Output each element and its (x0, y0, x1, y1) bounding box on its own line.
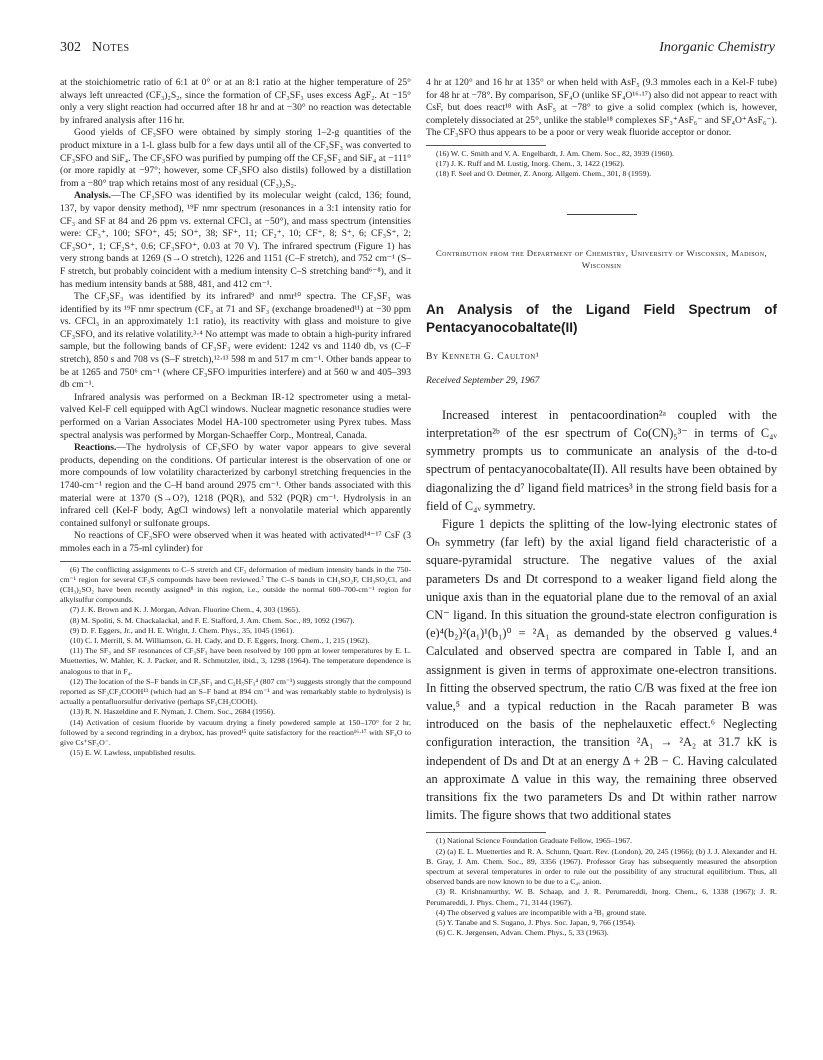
footnote-divider (426, 832, 546, 833)
left-column (60, 77, 411, 758)
footnote: (8) M. Spoliti, S. M. Chackalackal, and F. E. Stafford, J. Am. Chem. Soc., 89, 1092 (1967). (70, 615, 355, 625)
body-paragraph: The CF₃SF₃ was identified by its infrared⁹ and nmr¹⁰ spectra. The CF₃SF₃ was identified by its ¹⁹F nmr spectrum (CF₃ at 71 and SF₃ (exchange broadened¹¹) at −30 ppm vs. CFCl₃ in an approximately 1:1 ratio), its reactivity with glass and moisture to give CF₃SFO, and its relative volatility.³·⁴ No attempt was made to obtain a high-purity infrared sample, but the following bands of CF₃SF₃ were evident: 1242 vs and 1140 db, vs (C–F stretch), 850 s and 708 vs (S–F stretch),¹²·¹³ 598 m and 517 m cm⁻¹. Other bands appear to be at 1265 and 750⁶ cm⁻¹ (where CF₃SFO impurities interfere) and at 560 w and 405–393 db cm⁻¹. (60, 291, 411, 391)
footnote: (13) R. N. Haszeldine and F. Nyman, J. Chem. Soc., 2684 (1956). (70, 707, 276, 717)
body-paragraph: Figure 1 depicts the splitting of the low-lying electronic states of Oₕ symmetry (far left) by the axial ligand field characteristic of a square-pyramidal structure. The negative values of the axial parameters Ds and Dt correspond to a weaker ligand field along the unique axis than in the equatorial plane due to the removal of an axial CN⁻ ligand. In this situation the ground-state electron configuration is (e)⁴(b₂)²(a₁)¹(b₁)⁰ = ²A₁ as demanded by the observed g values.⁴ Calculated and observed spectra are compared in Table I, and an assignment is given in terms of approximate one-electron transitions. In fitting the observed spectrum, the ratio C/B was fixed at the free ion value,⁵ and a typical reduction in the Racah parameter B was introduced on the basis of the nephelauxetic effect.⁶ Neglecting configuration interaction, the transition ²A₁ → ²A₂ at 31.7 kK is independent of Ds and Dt at an energy Δ + 2B − C. Having calculated an approximate Δ value in this way, the remaining three observed transitions fix the two parameters Ds and Dt within rather narrow limits. The figure shows that two additional states (426, 516, 777, 823)
footnote: (9) D. F. Eggers, Jr., and H. E. Wright, J. Chem. Phys., 35, 1045 (1961). (70, 625, 295, 635)
footnote: (16) W. C. Smith and V. A. Engelhardt, J. Am. Chem. Soc., 82, 3939 (1960). (436, 148, 674, 158)
reactions-paragraph (60, 442, 411, 530)
footnote: (12) The location of the S–F bands in CF₃SF₃ and C₂H₅SF₃⁴ (807 cm⁻¹) suggests strongly that the compound reported as SF₃CF₂COOH¹³ (which had an S–F band at 894 cm⁻¹ and was remarkably stable to hydrolysis) is actually a pentafluorsulfur derivative (perhaps SF₅CH₂COOH). (60, 676, 411, 707)
analysis-paragraph (60, 190, 411, 291)
footnote: (18) F. Seel and O. Detmer, Z. Anorg. Allgem. Chem., 301, 8 (1959). (436, 169, 652, 179)
body-paragraph: No reactions of CF₃SFO were observed when it was heated with activated¹⁴⁻¹⁷ CsF (3 mmoles each in a 75-ml cylinder) for (60, 530, 411, 554)
footnote: (6) C. K. Jørgensen, Advan. Chem. Phys., 5, 33 (1963). (436, 928, 609, 938)
footnotes-right-bottom (426, 836, 777, 938)
footnote: (3) R. Krishnamurthy, W. B. Schaap, and J. R. Perumareddi, Inorg. Chem., 6, 1338 (1967); J. R. Perumareddi, J. Phys. Chem., 71, 3144 (1967). (426, 887, 777, 907)
analysis-runin-heading: Analysis. (74, 190, 112, 202)
right-column (426, 77, 777, 938)
body-paragraph: at the stoichiometric ratio of 6:1 at 0° or at an 8:1 ratio at the higher temperature of 25° always left unreacted (CF₃)₂S₂, since the formation of CF₃SF₃ uses excess AgF₂. At −15° only a very slight reaction had occurred after 18 hr and at −30° no reaction was detectable by infrared analysis after 116 hr. (60, 77, 411, 126)
article-body (426, 406, 777, 825)
footnotes-left (60, 565, 411, 759)
article-title: An Analysis of the Ligand Field Spectrum of Pentacyanocobaltate(II) (426, 301, 777, 335)
running-header (60, 40, 775, 58)
footnote: (6) The conflicting assignments to C–S stretch and CF₃ deformation of medium intensity bands in the 750-cm⁻¹ region for several CF₃S compounds have been reviewed.⁷ The C–S bands in CH₃SO₂F, CH₃SO₂Cl, and (CH₃)₂SO₂ have been recently assigned⁸ in this region, i.e., outside the normal 600–700-cm⁻¹ region for alkylsulfur compounds. (60, 564, 411, 605)
article-author: By Kenneth G. Caulton¹ (426, 350, 540, 362)
analysis-text: —The CF₃SFO was identified by its molecular weight (calcd, 136; found, 137, by vapor density method), ¹⁹F nmr spectrum (resonances in a 3:1 intensity ratio for CF₃ and SF at 84 and 26 ppm vs. external CFCl₃ at −50°), and mass spectrum (intensities were: CF₃⁺, 100; SFO⁺, 45; SO⁺, 38; SF⁺, 11; CF₂⁺, 10; CF⁺, 8; S⁺, 6; CF₃S⁺, 2; CF₃SO⁺, 1; CF₂S⁺, 0.6; CF₃SFO⁺, 0.03 at 70 V). The infrared spectrum (Figure 1) has very strong bands at 1269 (S→O stretch), 1226 and 1151 (C–F stretch), and 752 cm⁻¹ (S–F stretch, but probably coincident with a medium intensity C–S stretching band⁶⁻⁸), and it has medium intensity bands at 588, 481, and 412 cm⁻¹. (60, 190, 411, 290)
received-date: Received September 29, 1967 (426, 375, 540, 387)
body-paragraph: Good yields of CF₃SFO were obtained by simply storing 1–2-g quantities of the product mixture in a 1-l. glass bulb for a few days until all of the CF₃SF₃ was converted to CF₃SFO and SiF₄. The CF₃SFO was purified by pumping off the CF₃SF₃ and SiF₄ at −111° (or more rapidly at −97°; however, some CF₃SFO also distils) followed by a distillation from a −80° trap which retains most of any residual (CF₃)₂S₂. (60, 127, 411, 189)
footnote: (10) C. I. Merrill, S. M. Williamson, G. H. Cady, and D. F. Eggers, Inorg. Chem., 1, 215 (1962). (70, 635, 370, 645)
page-number: 302 (60, 40, 81, 55)
footnote: (4) The observed g values are incompatible with a ²B₁ ground state. (436, 907, 647, 917)
footnote: (1) National Science Foundation Graduate Fellow, 1965–1967. (436, 836, 633, 846)
body-paragraph: Infrared analysis was performed on a Beckman IR-12 spectrometer using a metal-valved Kel-F cell equipped with AgCl windows. Nuclear magnetic resonance studies were performed on a Varian Associates Model HA-100 spectrometer using Pyrex tubes. Mass spectral analysis was performed by Morgan-Schaeffer Corp., Montreal, Canada. (60, 391, 411, 441)
footnote-divider (426, 145, 546, 146)
footnote: (5) Y. Tanabe and S. Sugano, J. Phys. Soc. Japan, 9, 766 (1954). (436, 918, 636, 928)
contribution-line: Contribution from the Department of Chemistry, University of Wisconsin, Madison, Wisconsin (435, 247, 768, 270)
footnote: (14) Activation of cesium fluoride by vacuum drying a finely powdered sample at 150–170° for 2 hr, followed by a second regrinding in a drybox, has proved¹⁵ quite satisfactory for the reaction¹⁶·¹⁷ with SF₄O to give Cs⁺SF₅O⁻. (60, 717, 411, 748)
article-separator (567, 214, 637, 215)
section-name: Notes (92, 40, 130, 55)
footnote-divider (60, 561, 411, 562)
footnote: (2) (a) E. L. Muetterties and R. A. Schunn, Quart. Rev. (London), 20, 245 (1966); (b) J. J. Alexander and H. B. Gray, J. Am. Chem. Soc., 89, 3356 (1967). Professor Gray has subsequently measured the absorption spectrum at several temperatures in order to rule out the possibility of any structural equilibrium. Thus, all observed bands are now known to be due to a C₄ᵥ anion. (426, 846, 777, 887)
continued-paragraph: 4 hr at 120° and 16 hr at 135° or when held with AsF₅ (9.3 mmoles each in a Kel-F tube) for 48 hr at −78°. By comparison, SF₄O (unlike SF₄O¹⁶·¹⁷) also did not appear to react with CsF, but does react¹⁸ with AsF₅ at −78° to give a solid complex (which is, however, completely dissociated at 25°, unlike the stable¹⁸ complexes SF₃⁺AsF₆⁻ and SF₄O⁺AsF₆⁻). The CF₃SFO thus appears to be a poor or very weak fluoride acceptor or donor. (426, 77, 777, 139)
footnote: (7) J. K. Brown and K. J. Morgan, Advan. Fluorine Chem., 4, 303 (1965). (70, 605, 301, 615)
reactions-runin-heading: Reactions. (74, 442, 117, 454)
footnote: (11) The SF₃ and SF resonances of CF₃SF₃ have been resolved by 100 ppm at lower temperatures by E. L. Muetterties, W. Mahler, K. J. Packer, and R. Schmutzler, ibid., 3, 1298 (1964). The temperature dependence is analogous to that in F₄. (60, 646, 411, 676)
footnotes-right-top (426, 149, 777, 180)
journal-name: Inorganic Chemistry (659, 40, 775, 55)
body-paragraph: Increased interest in pentacoordination²ᵃ coupled with the interpretation²ᵇ of the esr spectrum of Co(CN)₅³⁻ in terms of C₄ᵥ symmetry prompts us to communicate an analysis of the d-to-d spectrum of pentacyanocobaltate(II). All results have been obtained by diagonalizing the d⁷ ligand field matrices³ in the strong field basis for a field of C₄ᵥ symmetry. (426, 407, 777, 513)
footnote: (17) J. K. Ruff and M. Lustig, Inorg. Chem., 3, 1422 (1962). (436, 159, 625, 169)
footnote: (15) E. W. Lawless, unpublished results. (70, 748, 196, 758)
reactions-text: —The hydrolysis of CF₃SFO by water vapor appears to give several products, depending on the conditions. Of particular interest is the observation of one or more compounds of low volatility characterized by carbonyl stretching frequencies in the 1740-cm⁻¹ region and the C–H band around 2975 cm⁻¹. Other bands associated with this material were at 1370 (S→O?), 1218 (PQR), and 532 (PQR) cm⁻¹. Hydrolysis in an infrared cell (Kel-F body, AgCl windows) left a nonvolatile material which apparently contained sulfonyl or sulfonate groups. (60, 442, 411, 529)
